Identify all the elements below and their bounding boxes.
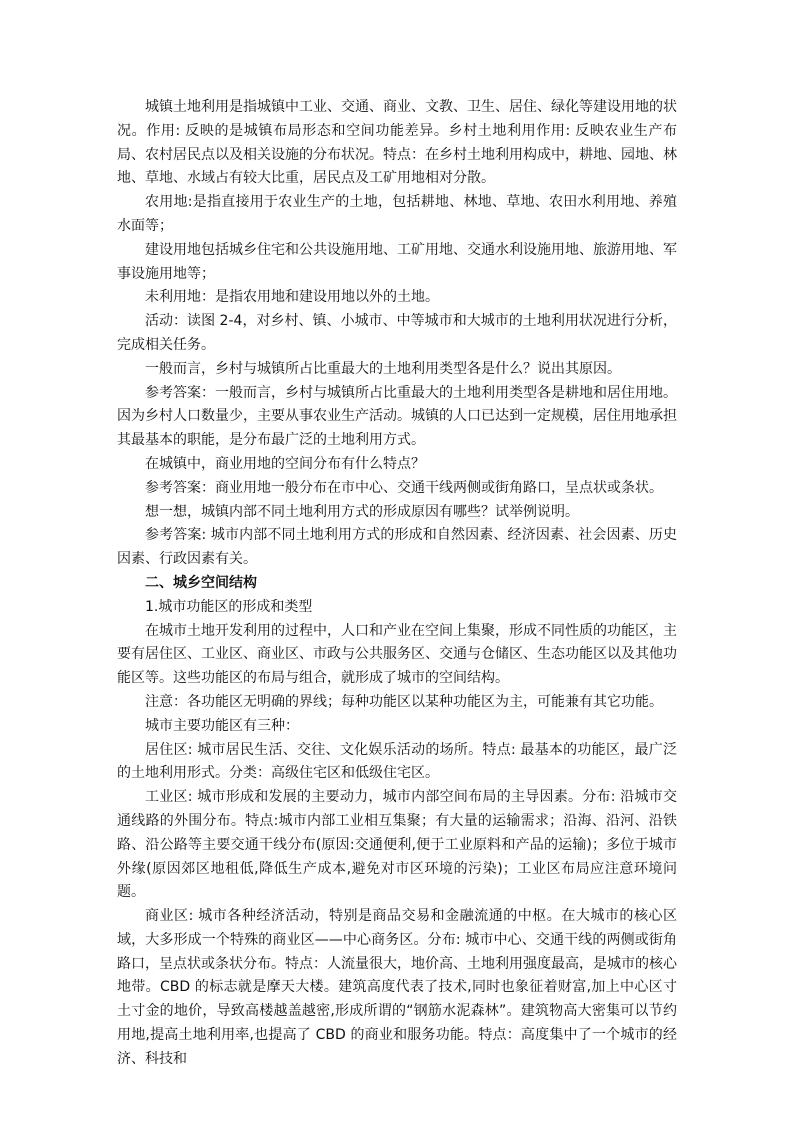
paragraph-urban-land-use: 城镇土地利用是指城镇中工业、交通、商业、文教、卫生、居住、绿化等建设用地的状况。作用: 反映的是城镇布局形态和空间功能差异。乡村土地利用作用: 反映农业生产布局、农村居民点以及相关设施的分布状况。特点：在乡村土地利用构成中，耕地、园地、林地、草地、水域占有较大比重，居民点及工矿用地相对分散。 — [117, 99, 677, 187]
paragraph-answer-3: 参考答案: 城市内部不同土地利用方式的形成和自然因素、经济因素、社会因素、历史因素、行政因素有关。 — [117, 527, 677, 568]
paragraph-answer-1: 参考答案：一般而言，乡村与城镇所占比重最大的土地利用类型各是耕地和居住用地。因为乡村人口数量少，主要从事农业生产活动。城镇的人口已达到一定规模，居住用地承担其最基本的职能，是分布最广泛的土地利用方式。 — [117, 384, 677, 449]
paragraph-commercial-zone: 商业区: 城市各种经济活动，特别是商品交易和金融流通的中枢。在大城市的核心区域，大多形成一个特殊的商业区——中心商务区。分布: 城市中心、交通干线的两侧或街角路口，呈点状或条状分布。特点：人流量很大，地价高、土地利用强度最高，是城市的核心地带。CBD 的标志就是摩天大楼。建筑高度代表了技术,同时也象征着财富,加上中心区寸土寸金的地价，导致高楼越盖越密,形成所谓的“钢筋水泥森林”。建筑物高大密集可以节约用地,提高土地利用率,也提高了 CBD 的商业和服务功能。特点：高度集中了一个城市的经济、科技和 — [117, 908, 677, 1067]
section-heading: 二、城乡空间结构 — [145, 574, 257, 591]
paragraph-answer-2: 参考答案：商业用地一般分布在市中心、交通干线两侧或街角路口，呈点状或条状。 — [145, 479, 663, 496]
paragraph-functional-zones: 在城市土地开发利用的过程中，人口和产业在空间上集聚，形成不同性质的功能区，主要有居住区、工业区、商业区、市政与公共服务区、交通与仓储区、生态功能区以及其他功能区等。这些功能区的布局与组合，就形成了城市的空间结构。 — [117, 622, 677, 687]
paragraph-construction-land: 建设用地包括城乡住宅和公共设施用地、工矿用地、交通水利设施用地、旅游用地、军事设施用地等； — [117, 241, 677, 282]
document-page — [117, 96, 677, 1072]
paragraph-question-2: 在城镇中，商业用地的空间分布有什么特点？ — [145, 455, 425, 472]
paragraph-main-zones: 城市主要功能区有三种： — [145, 717, 299, 734]
paragraph-industrial-zone: 工业区: 城市形成和发展的主要动力，城市内部空间布局的主导因素。分布: 沿城市交通线路的外围分布。特点:城市内部工业相互集聚；有大量的运输需求；沿海、沿河、沿铁路、沿公路等主要交通干线分布(原因:交通便利,便于工业原料和产品的运输)；多位于城市外缘(原因郊区地租低,降低生产成本,避免对市区环境的污染)；工业区布局应注意环境问题。 — [117, 789, 677, 901]
paragraph-question-1: 一般而言，乡村与城镇所占比重最大的土地利用类型各是什么？说出其原因。 — [145, 360, 621, 377]
paragraph-question-3: 想一想，城镇内部不同土地利用方式的形成原因有哪些？试举例说明。 — [145, 503, 579, 520]
subsection-heading: 1.城市功能区的形成和类型 — [145, 598, 313, 615]
paragraph-activity: 活动：读图 2-4，对乡村、镇、小城市、中等城市和大城市的土地利用状况进行分析，完成相关任务。 — [117, 313, 677, 353]
paragraph-note: 注意：各功能区无明确的界线；每种功能区以某种功能区为主，可能兼有其它功能。 — [145, 693, 663, 710]
paragraph-unused-land: 未利用地：是指农用地和建设用地以外的土地。 — [145, 289, 439, 306]
paragraph-residential-zone: 居住区: 城市居民生活、交往、文化娱乐活动的场所。特点: 最基本的功能区，最广泛的土地利用形式。分类：高级住宅区和低级住宅区。 — [117, 741, 677, 782]
paragraph-agricultural-land: 农用地:是指直接用于农业生产的土地，包括耕地、林地、草地、农田水利用地、养殖水面等； — [117, 194, 677, 234]
